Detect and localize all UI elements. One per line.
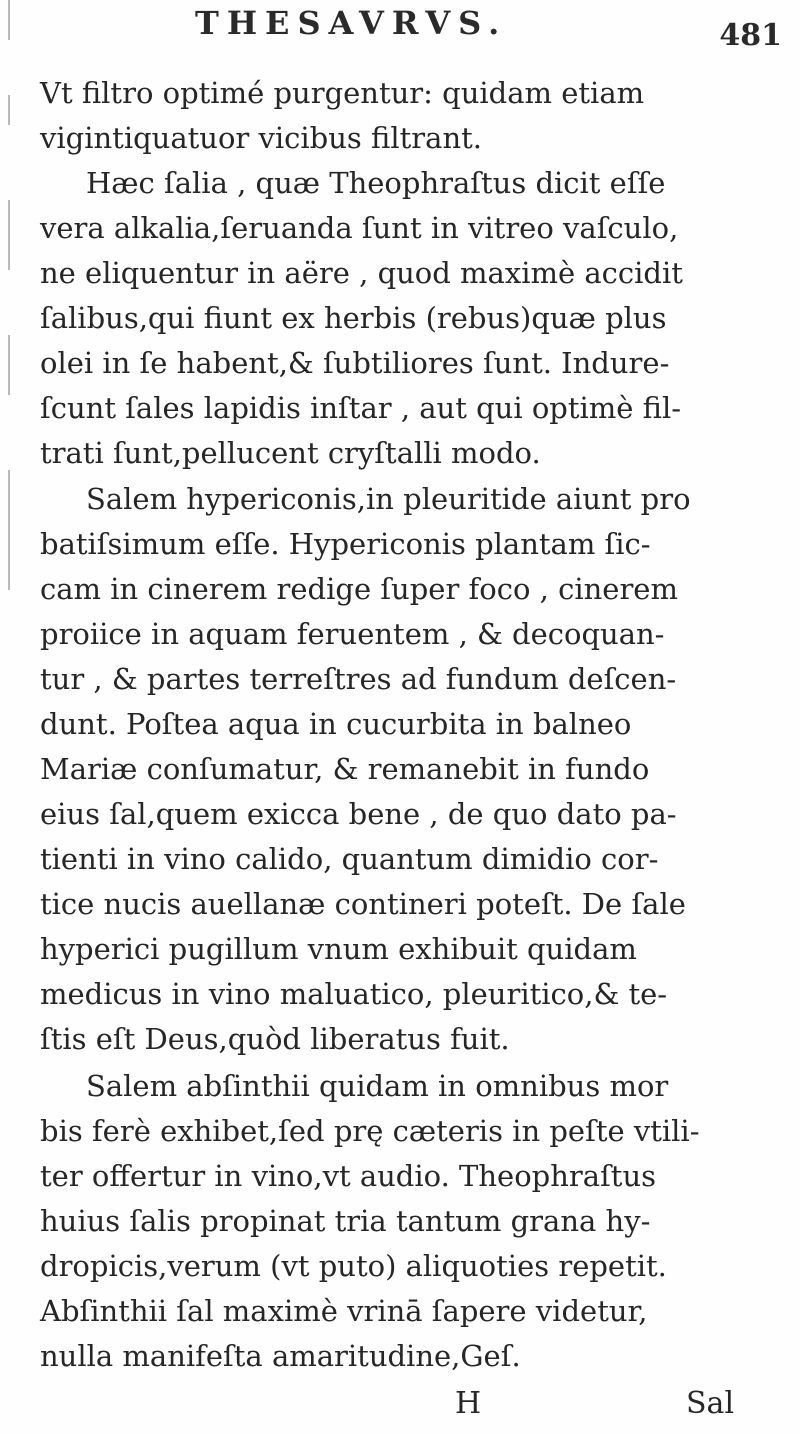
text-line: eius ſal,quem exicca bene , de quo dato pa- (40, 797, 677, 831)
text-line: hyperici pugillum vnum exhibuit quidam (40, 932, 637, 966)
text-line: vigintiquatuor vicibus filtrant. (40, 121, 482, 155)
text-line: tice nucis auellanæ contineri poteſt. De ſale (40, 887, 686, 921)
text-line: trati ſunt,pellucent cryſtalli modo. (40, 436, 541, 470)
text-line: huius ſalis propinat tria tantum grana hy- (40, 1204, 651, 1238)
text-line: tur , & partes terreſtres ad fundum deſcen- (40, 662, 677, 696)
text-line: dunt. Poſtea aqua in cucurbita in balneo (40, 707, 632, 741)
catchword: Sal (686, 1386, 735, 1421)
text-line: bis ferè exhibet,ſed prę cæteris in peſte vtili- (40, 1114, 700, 1148)
text-line: Vt filtro optimé purgentur: quidam etiam (40, 76, 645, 110)
text-line: olei in ſe habent,& ſubtiliores ſunt. Indure- (40, 346, 670, 380)
text-line: nulla manifeſta amaritudine,Geſ. (40, 1339, 521, 1373)
text-line: ter offertur in vino,vt audio. Theophraſtus (40, 1159, 657, 1193)
text-line: Mariæ conſumatur, & remanebit in fundo (40, 752, 650, 786)
text-line: proiice in aquam feruentem , & decoquan- (40, 617, 665, 651)
text-line: batiſsimum eſſe. Hypericonis plantam ſic- (40, 527, 651, 561)
text-line: Salem hypericonis,in pleuritide aiunt pro (86, 482, 691, 516)
running-title: THESAVRVS. (195, 4, 508, 42)
text-line: ſtis eſt Deus,quòd liberatus fuit. (40, 1022, 510, 1056)
text-line: dropicis,verum (vt puto) aliquoties repetit. (40, 1249, 667, 1283)
signature-mark: H (455, 1386, 482, 1421)
text-line: vera alkalia,ſeruanda ſunt in vitreo vaſculo, (40, 211, 679, 245)
text-line: cam in cinerem redige ſuper foco , cinerem (40, 572, 678, 606)
page-number: 481 (719, 18, 782, 53)
text-line: tienti in vino calido, quantum dimidio cor- (40, 842, 659, 876)
text-line: ne eliquentur in aëre , quod maximè accidit (40, 256, 683, 290)
text-line: Salem abſinthii quidam in omnibus mor (86, 1069, 669, 1103)
text-line: ſalibus,qui fiunt ex herbis (rebus)quæ plus (40, 301, 667, 335)
text-line: ſcunt ſales lapidis inſtar , aut qui optimè fil- (40, 391, 682, 425)
text-line: medicus in vino maluatico, pleuritico,& te- (40, 977, 668, 1011)
text-line: Hæc ſalia , quæ Theophraſtus dicit eſſe (86, 166, 666, 200)
text-line: Abſinthii ſal maximè vrinā ſapere videtur, (40, 1294, 648, 1328)
